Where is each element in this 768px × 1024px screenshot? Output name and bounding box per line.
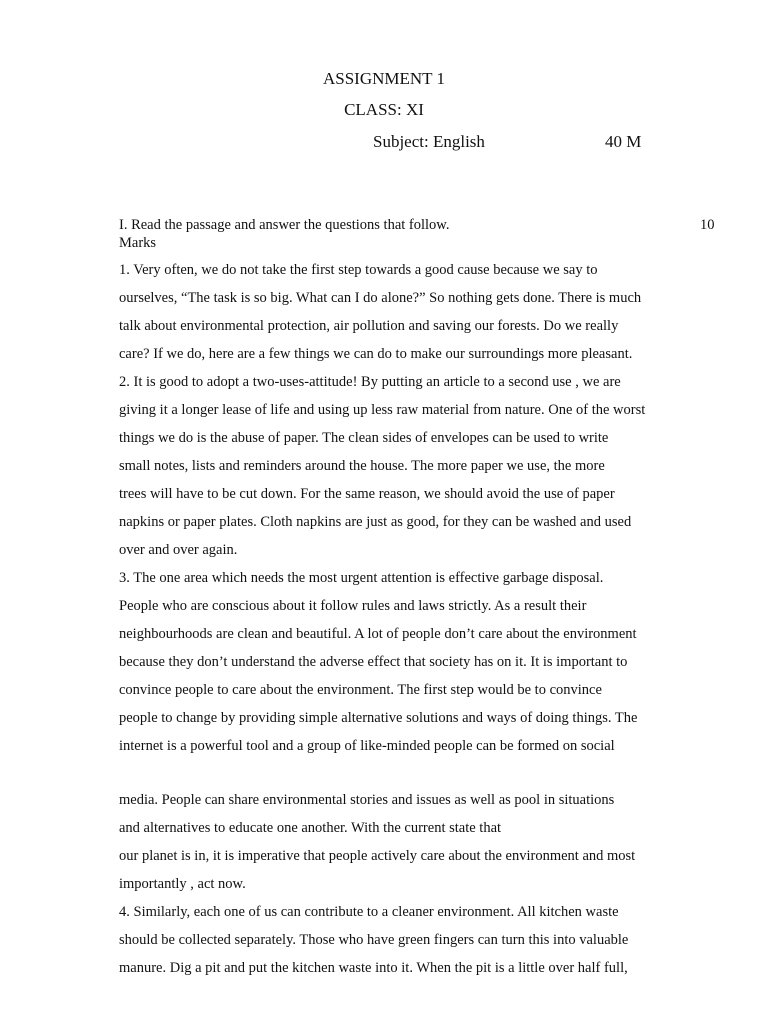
passage-line: 2. It is good to adopt a two-uses-attitude! By putting an article to a second use , we are xyxy=(119,374,621,390)
passage-line: media. People can share environmental stories and issues as well as pool in situations xyxy=(119,792,615,808)
total-marks: 40 M xyxy=(605,132,642,151)
passage-line: 3. The one area which needs the most urgent attention is effective garbage disposal. xyxy=(119,570,604,586)
passage-line: 4. Similarly, each one of us can contribute to a cleaner environment. All kitchen waste xyxy=(119,904,619,920)
passage-line: things we do is the abuse of paper. The clean sides of envelopes can be used to write xyxy=(119,430,609,446)
passage-line: our planet is in, it is imperative that people actively care about the environment and most xyxy=(119,848,636,864)
passage-line: ourselves, “The task is so big. What can I do alone?” So nothing gets done. There is much xyxy=(119,290,642,306)
passage-line: care? If we do, here are a few things we can do to make our surroundings more pleasant. xyxy=(119,346,633,362)
passage-line: internet is a powerful tool and a group of like-minded people can be formed on social xyxy=(119,738,615,754)
passage-line: convince people to care about the environment. The first step would be to convince xyxy=(119,682,602,698)
passage-line: small notes, lists and reminders around the house. The more paper we use, the more xyxy=(119,458,605,474)
assignment-title: ASSIGNMENT 1 xyxy=(322,69,445,88)
subject-label: Subject: English xyxy=(373,132,485,151)
passage-line: trees will have to be cut down. For the same reason, we should avoid the use of paper xyxy=(119,486,615,502)
passage-line: napkins or paper plates. Cloth napkins are just as good, for they can be washed and used xyxy=(119,514,632,530)
class-label: CLASS: XI xyxy=(344,100,424,119)
passage-line: and alternatives to educate one another. With the current state that xyxy=(119,820,502,836)
passage-line: talk about environmental protection, air pollution and saving our forests. Do we really xyxy=(119,318,619,334)
passage-line: because they don’t understand the adverse effect that society has on it. It is important to xyxy=(119,654,628,670)
passage-line: giving it a longer lease of life and using up less raw material from nature. One of the worst xyxy=(119,402,646,418)
passage-line: people to change by providing simple alternative solutions and ways of doing things. The xyxy=(119,710,638,726)
passage-line: People who are conscious about it follow rules and laws strictly. As a result their xyxy=(119,598,587,614)
passage-line: over and over again. xyxy=(119,542,238,558)
passage-line: 1. Very often, we do not take the first step towards a good cause because we say to xyxy=(119,262,598,278)
passage-line: importantly , act now. xyxy=(119,876,246,892)
passage-line: neighbourhoods are clean and beautiful. A lot of people don’t care about the environment xyxy=(119,626,637,642)
question-marks-word: Marks xyxy=(119,235,157,251)
question-marks-value: 10 xyxy=(700,217,715,233)
passage-line: should be collected separately. Those who have green fingers can turn this into valuable xyxy=(119,932,629,948)
question-heading: I. Read the passage and answer the questions that follow. xyxy=(119,217,450,233)
passage-line: manure. Dig a pit and put the kitchen waste into it. When the pit is a little over half full, xyxy=(119,960,628,976)
